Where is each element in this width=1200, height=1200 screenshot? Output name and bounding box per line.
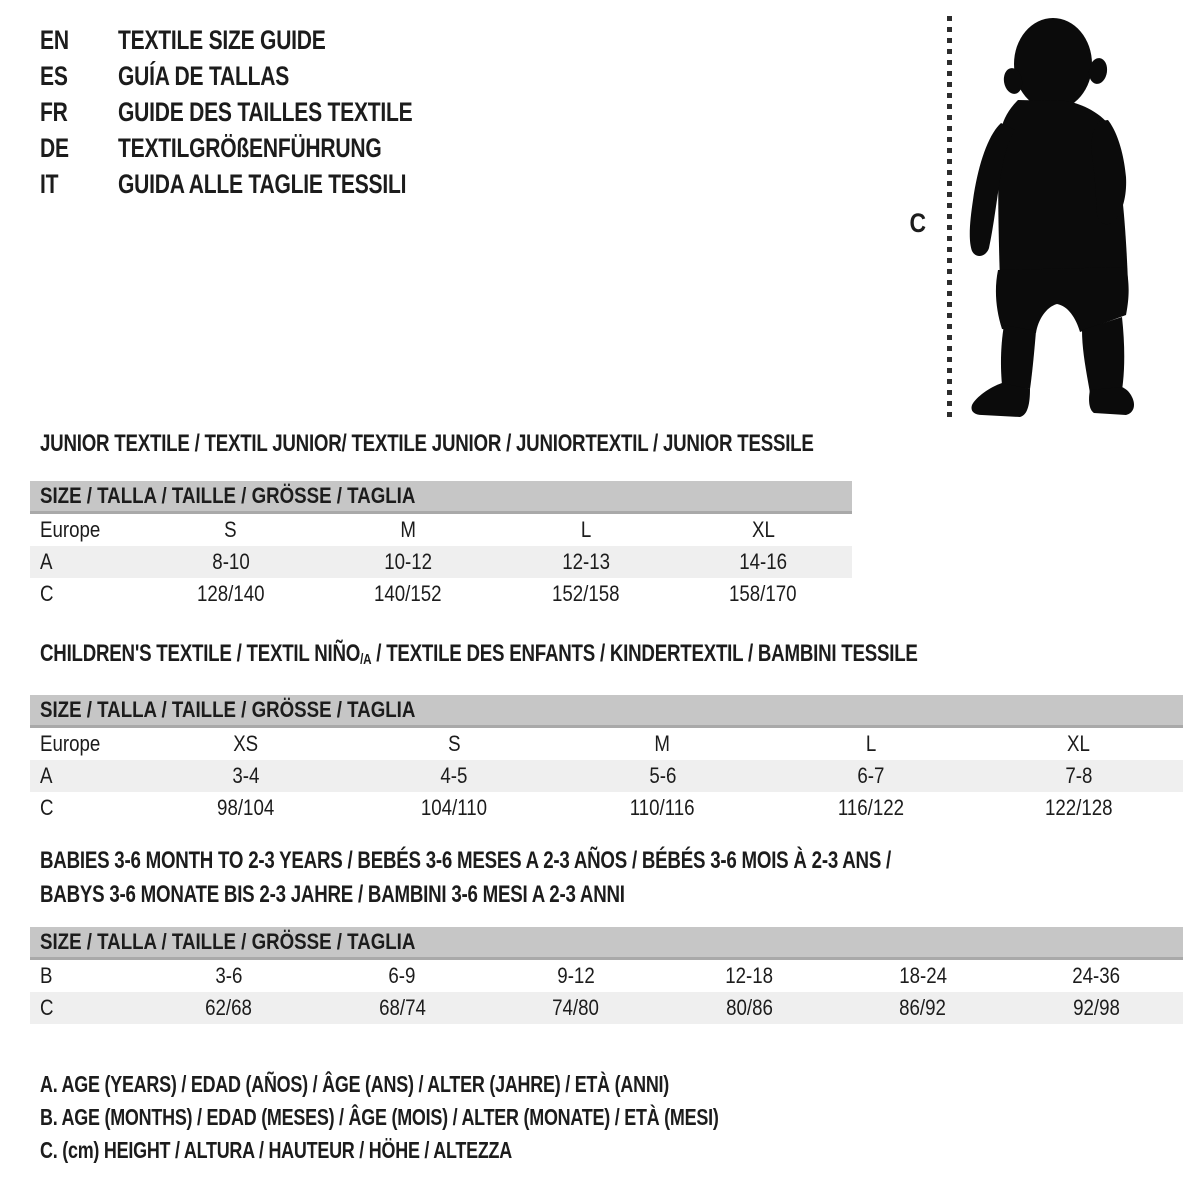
guide-title-en: TEXTILE SIZE GUIDE xyxy=(118,24,326,55)
age-cell: 12-13 xyxy=(497,546,675,578)
children-title-suffix: / TEXTILE DES ENFANTS / KINDERTEXTIL / BAMBINI TESSILE xyxy=(371,640,918,667)
height-cell: 110/116 xyxy=(630,795,695,820)
height-cell: 140/152 xyxy=(374,581,443,606)
height-measure-dashed-line xyxy=(947,16,952,418)
height-cell: 62/68 xyxy=(142,992,316,1024)
language-row-it xyxy=(40,166,496,202)
size-header-label: SIZE / TALLA / TAILLE / GRÖSSE / TAGLIA xyxy=(40,483,416,508)
size-header-cell xyxy=(30,481,852,513)
age-cell: 4-5 xyxy=(350,760,558,792)
height-cell: 92/98 xyxy=(1010,992,1184,1024)
row-label-cell: C xyxy=(40,581,54,606)
language-code: ES xyxy=(40,60,68,91)
guide-title-es: GUÍA DE TALLAS xyxy=(118,60,290,91)
language-title-block xyxy=(40,22,496,202)
size-header-row xyxy=(30,695,1183,727)
size-header-row xyxy=(30,927,1183,959)
age-cell: 12-18 xyxy=(725,963,774,988)
babies-textile-section xyxy=(30,844,1183,1024)
size-header-cell xyxy=(30,695,1183,727)
europe-sizes-row xyxy=(30,727,1183,761)
age-years-row xyxy=(30,760,1183,792)
age-cell: 3-4 xyxy=(142,760,350,792)
height-cell: 68/74 xyxy=(316,992,490,1024)
legend-age-months: B. AGE (MONTHS) / EDAD (MESES) / ÂGE (MOIS) / ALTER (MONATE) / ETÀ (MESI) xyxy=(40,1104,719,1130)
children-title-prefix: CHILDREN'S TEXTILE / TEXTIL NIÑO xyxy=(40,640,361,667)
age-cell: 5-6 xyxy=(558,760,766,792)
europe-sizes-row xyxy=(30,513,852,547)
language-row-es xyxy=(40,58,496,94)
guide-title-de: TEXTILGRÖßENFÜHRUNG xyxy=(118,132,382,163)
size-cell: S xyxy=(224,517,237,542)
age-cell: 8-10 xyxy=(142,546,320,578)
language-row-fr xyxy=(40,94,496,130)
age-cell: 10-12 xyxy=(320,546,498,578)
size-header-row xyxy=(30,481,852,513)
size-cell: XL xyxy=(1067,731,1091,756)
height-cell: 98/104 xyxy=(217,795,275,820)
junior-section-title: JUNIOR TEXTILE / TEXTIL JUNIOR/ TEXTILE JUNIOR / JUNIORTEXTIL / JUNIOR TESSILE xyxy=(40,430,814,457)
size-cell: M xyxy=(400,517,417,542)
language-code: FR xyxy=(40,96,68,127)
size-cell: S xyxy=(448,731,461,756)
language-code: IT xyxy=(40,168,59,199)
height-cell: 158/170 xyxy=(729,581,798,606)
height-cm-row xyxy=(30,992,1183,1024)
babies-size-table xyxy=(30,927,1183,1024)
age-cell: 3-6 xyxy=(215,963,243,988)
language-row-de xyxy=(40,130,496,166)
height-cm-row xyxy=(30,792,1183,824)
row-label-cell: A xyxy=(30,760,142,792)
row-label-cell: A xyxy=(30,546,142,578)
row-label-cell: B xyxy=(40,963,53,988)
height-measure-label: C xyxy=(909,208,927,238)
size-header-cell xyxy=(30,927,1183,959)
guide-title-fr: GUIDE DES TAILLES TEXTILE xyxy=(118,96,413,127)
row-label-cell: C xyxy=(30,992,142,1024)
height-cell: 86/92 xyxy=(836,992,1010,1024)
age-cell: 14-16 xyxy=(675,546,853,578)
junior-textile-section xyxy=(30,430,1032,610)
height-cell: 152/158 xyxy=(551,581,620,606)
children-size-table xyxy=(30,695,1183,824)
junior-size-table xyxy=(30,481,852,610)
age-cell: 9-12 xyxy=(557,963,595,988)
size-cell: L xyxy=(865,731,876,756)
babies-title-line1: BABIES 3-6 MONTH TO 2-3 YEARS / BEBÉS 3-6 MESES A 2-3 AÑOS / BÉBÉS 3-6 MOIS À 2-3 ANS / xyxy=(40,847,892,874)
size-cell: M xyxy=(654,731,671,756)
legend-height-cm: C. (cm) HEIGHT / ALTURA / HAUTEUR / HÖHE / ALTEZZA xyxy=(40,1137,512,1163)
size-cell: L xyxy=(580,517,591,542)
height-cell: 128/140 xyxy=(196,581,265,606)
age-months-row xyxy=(30,959,1183,993)
size-header-label: SIZE / TALLA / TAILLE / GRÖSSE / TAGLIA xyxy=(40,929,416,954)
age-cell: 6-9 xyxy=(388,963,416,988)
legend-age-years: A. AGE (YEARS) / EDAD (AÑOS) / ÂGE (ANS) / ALTER (JAHRE) / ETÀ (ANNI) xyxy=(40,1071,670,1097)
height-cell: 104/110 xyxy=(421,795,488,820)
children-textile-section xyxy=(30,640,1183,824)
row-label-cell: Europe xyxy=(40,731,101,756)
height-cm-row xyxy=(30,578,852,610)
language-code: DE xyxy=(40,132,69,163)
language-code: EN xyxy=(40,24,69,55)
guide-title-it: GUIDA ALLE TAGLIE TESSILI xyxy=(118,168,407,199)
babies-title-line2: BABYS 3-6 MONATE BIS 2-3 JAHRE / BAMBINI 3-6 MESI A 2-3 ANNI xyxy=(40,881,625,908)
legend-block xyxy=(40,1068,910,1167)
height-cell: 122/128 xyxy=(1045,795,1113,820)
age-cell: 7-8 xyxy=(975,760,1183,792)
height-cell: 116/122 xyxy=(837,795,904,820)
size-cell: XL xyxy=(751,517,775,542)
babies-section-title xyxy=(30,844,1183,912)
age-cell: 6-7 xyxy=(767,760,975,792)
baby-toddler-silhouette-icon xyxy=(958,15,1140,421)
row-label-cell: C xyxy=(40,795,54,820)
age-years-row xyxy=(30,546,852,578)
height-cell: 74/80 xyxy=(489,992,663,1024)
height-cell: 80/86 xyxy=(663,992,837,1024)
row-label-cell: Europe xyxy=(40,517,101,542)
age-cell: 18-24 xyxy=(898,963,947,988)
age-cell: 24-36 xyxy=(1072,963,1121,988)
size-header-label: SIZE / TALLA / TAILLE / GRÖSSE / TAGLIA xyxy=(40,697,416,722)
children-section-title xyxy=(30,640,1183,674)
children-title-subscript: /A xyxy=(360,651,372,668)
language-row-en xyxy=(40,22,496,58)
size-cell: XS xyxy=(233,731,259,756)
